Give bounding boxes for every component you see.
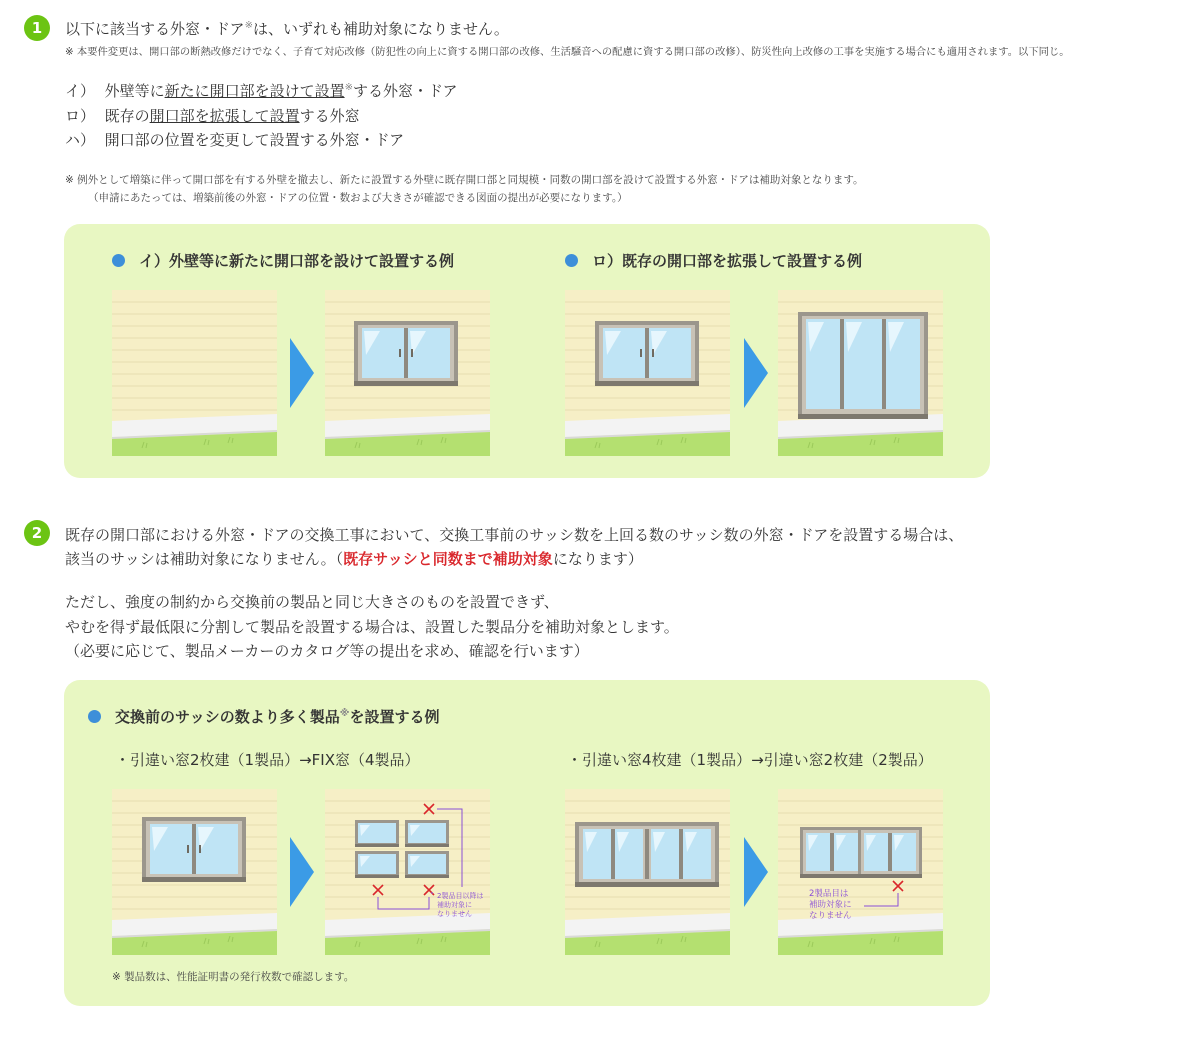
svg-text:なりません: なりません (809, 911, 852, 921)
enlarged-window-illustration (778, 290, 943, 456)
section2-heading: 既存の開口部における外窓・ドアの交換工事において、交換工事前のサッシ数を上回る数のサッシ数の外窓・ドアを設置する場合は、 (65, 526, 964, 544)
bullet-dot (88, 710, 101, 723)
svg-text:なりません: なりません (437, 910, 472, 918)
section1-heading: 以下に該当する外窓・ドア※は、いずれも補助対象になりません。 (65, 20, 509, 38)
panel-title: ロ）既存の開口部を拡張して設置する例 (565, 250, 862, 271)
paragraph-line: やむを得ず最低限に分割して製品を設置する場合は、設置した製品分を補助対象とします。 (65, 618, 679, 636)
panel-title: 交換前のサッシの数より多く製品※を設置する例 (88, 706, 439, 727)
fix-window-4-illustration (325, 789, 490, 955)
arrow-right-icon (290, 837, 314, 907)
example-label: ・引違い窓2枚建（1製品）→FIX窓（4製品） (115, 751, 420, 769)
list-item: ロ） 既存の開口部を拡張して設置する外窓 (65, 107, 360, 125)
footnote: （申請にあたっては、増築前後の外窓・ドアの位置・数および大きさが確認できる図面の提出が必要になります。） (88, 192, 628, 204)
section2-heading-line2: 該当のサッシは補助対象になりません。（既存サッシと同数まで補助対象になります） (65, 550, 643, 568)
arrow-right-icon (744, 837, 768, 907)
svg-text:補助対象に: 補助対象に (809, 900, 852, 910)
svg-text:補助対象に: 補助対象に (437, 901, 472, 909)
sliding-window-2-illustration (112, 789, 277, 955)
sliding-window-4-illustration (565, 789, 730, 955)
section-number-badge: 2 (24, 520, 50, 546)
arrow-right-icon (290, 338, 314, 408)
paragraph-line: （必要に応じて、製品メーカーのカタログ等の提出を求め、確認を行います） (65, 642, 589, 660)
list-item: ハ） 開口部の位置を変更して設置する外窓・ドア (65, 131, 405, 149)
sliding-window-2x2-illustration (778, 789, 943, 955)
paragraph-line: ただし、強度の制約から交換前の製品と同じ大きさのものを設置できず、 (65, 593, 559, 611)
arrow-right-icon (744, 338, 768, 408)
panel-title: イ）外壁等に新たに開口部を設けて設置する例 (112, 250, 454, 271)
section-number-badge: 1 (24, 15, 50, 41)
wall-before-illustration (112, 290, 277, 456)
svg-text:2製品目は: 2製品目は (809, 889, 849, 899)
panel-note: ※ 製品数は、性能証明書の発行枚数で確認します。 (112, 971, 355, 983)
footnote: ※ 例外として増築に伴って開口部を有する外壁を撤去し、新たに設置する外壁に既存開口部と同規模・同数の開口部を設けて設置する外窓・ドアは補助対象となります。 (65, 174, 864, 186)
bullet-dot (112, 254, 125, 267)
new-opening-window-illustration (325, 290, 490, 456)
list-item: イ） 外壁等に新たに開口部を設けて設置※する外窓・ドア (65, 82, 458, 100)
existing-window-illustration (565, 290, 730, 456)
svg-text:2製品目以降は: 2製品目以降は (437, 892, 484, 900)
example-label: ・引違い窓4枚建（1製品）→引違い窓2枚建（2製品） (567, 751, 933, 769)
bullet-dot (565, 254, 578, 267)
section1-note: ※ 本要件変更は、開口部の断熱改修だけでなく、子育て対応改修（防犯性の向上に資する開口部の改修、生活騒音への配慮に資する開口部の改修）、防災性向上改修の工事を実施する場合にも適用されます。以下同じ。 (65, 46, 1070, 58)
